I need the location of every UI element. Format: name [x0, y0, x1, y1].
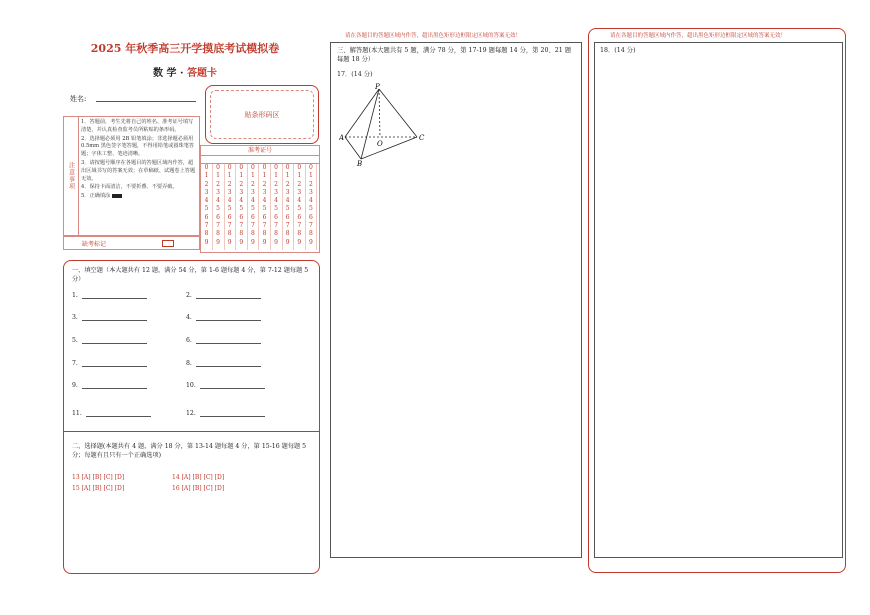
exam-id-digit-column[interactable]	[224, 164, 236, 250]
digit-bubble[interactable]: 1	[239, 172, 244, 180]
blank-number: 8.	[186, 360, 192, 367]
digit-bubble[interactable]: 9	[216, 238, 220, 246]
digit-bubble[interactable]: 7	[239, 222, 244, 230]
digit-bubble[interactable]: 5	[262, 205, 267, 213]
blank-2[interactable]	[186, 292, 261, 299]
blank-number: 11.	[72, 410, 82, 417]
blank-number: 12.	[186, 410, 196, 417]
question-18-label: 18．(14 分)	[600, 47, 636, 54]
mcq-row-13[interactable]	[72, 474, 124, 481]
digit-bubble[interactable]: 1	[285, 172, 290, 180]
digit-bubble[interactable]: 9	[297, 238, 302, 246]
digit-bubble[interactable]: 8	[250, 230, 255, 238]
digit-bubble[interactable]: 7	[204, 222, 209, 230]
digit-bubble[interactable]: 5	[239, 205, 244, 213]
answer-area-18[interactable]	[594, 42, 843, 558]
digit-bubble[interactable]: 2	[262, 180, 267, 188]
digit-bubble[interactable]: 0	[204, 164, 209, 171]
digit-bubble[interactable]: 8	[204, 230, 209, 238]
digit-bubble[interactable]: 2	[216, 180, 220, 188]
digit-bubble[interactable]: 0	[216, 164, 220, 171]
barcode-label: 贴条形码区	[210, 90, 314, 139]
digit-bubble[interactable]: 9	[262, 238, 267, 246]
label-c: C	[419, 134, 425, 142]
card-label: 答题卡	[186, 68, 217, 79]
mcq-options[interactable]: [A] [B] [C] [D]	[181, 485, 225, 492]
digit-bubble[interactable]: 7	[250, 222, 255, 230]
digit-bubble[interactable]: 3	[297, 188, 302, 196]
blank-4[interactable]	[186, 314, 261, 321]
digit-bubble[interactable]: 8	[239, 230, 244, 238]
digit-bubble[interactable]: 6	[227, 213, 232, 221]
digit-bubble[interactable]: 5	[250, 205, 255, 213]
exam-id-digit-column[interactable]	[247, 164, 259, 250]
mcq-options[interactable]: [A] [B] [C] [D]	[81, 474, 125, 481]
digit-bubble[interactable]: 4	[204, 197, 209, 205]
page-title: 2025 年秋季高三开学摸底考试模拟卷	[90, 42, 280, 55]
exam-id-digit-column[interactable]	[271, 164, 283, 250]
blank-9[interactable]	[72, 382, 147, 389]
exam-id-digit-column[interactable]	[201, 164, 213, 250]
absent-mark-row	[63, 236, 200, 250]
mcq-number: 15	[72, 485, 80, 492]
digit-bubble[interactable]: 1	[297, 172, 302, 180]
digit-bubble[interactable]: 7	[216, 222, 220, 230]
digit-bubble[interactable]: 2	[227, 180, 232, 188]
digit-bubble[interactable]: 5	[204, 205, 209, 213]
digit-bubble[interactable]: 3	[285, 188, 290, 196]
digit-bubble[interactable]: 8	[308, 230, 313, 238]
section3-heading: 三、解答题(本大题共有 5 题，满分 78 分，第 17-19 题每题 14 分，第 20、21 题每题 18 分）	[337, 47, 572, 63]
digit-bubble[interactable]: 5	[308, 205, 313, 213]
blank-number: 1.	[72, 292, 78, 299]
notice-item: 4．保持卡面清洁，不要折叠、不要弄破。	[81, 184, 178, 191]
digit-bubble[interactable]: 4	[227, 197, 232, 205]
digit-bubble[interactable]: 9	[308, 238, 313, 246]
digit-bubble[interactable]: 6	[274, 213, 278, 221]
exam-id-digit-column[interactable]	[305, 164, 317, 250]
name-field[interactable]	[96, 101, 196, 102]
absent-checkbox[interactable]	[162, 240, 174, 247]
digit-bubble[interactable]: 4	[216, 197, 220, 205]
digit-bubble[interactable]: 9	[204, 238, 209, 246]
digit-bubble[interactable]: 2	[308, 180, 313, 188]
subject-label: 数 学	[153, 68, 177, 79]
digit-bubble[interactable]: 3	[227, 188, 232, 196]
digit-bubble[interactable]: 8	[285, 230, 290, 238]
notice-item: 1．答题前，考生先将自己的姓名、准考证号填写清楚，并认真检查监考员所粘贴的条形码。	[81, 119, 194, 133]
digit-bubble[interactable]: 7	[227, 222, 232, 230]
absent-label: 缺考标记	[82, 241, 107, 248]
question-17-label: 17．(14 分)	[337, 71, 373, 78]
digit-bubble[interactable]: 9	[285, 238, 290, 246]
digit-bubble[interactable]: 1	[227, 172, 232, 180]
digit-bubble[interactable]: 2	[285, 180, 290, 188]
mcq-options[interactable]: [A] [B] [C] [D]	[181, 474, 225, 481]
label-b: B	[357, 160, 363, 167]
digit-bubble[interactable]: 9	[274, 238, 278, 246]
digit-bubble[interactable]: 6	[297, 213, 302, 221]
digit-bubble[interactable]: 0	[274, 164, 278, 171]
blank-number: 9.	[72, 382, 78, 389]
boundary-warning: 请在各题目的答题区域内作答，超出黑色矩形边框限定区域的答案无效！	[610, 33, 787, 39]
mcq-number: 13	[72, 474, 80, 481]
mcq-number: 14	[172, 474, 180, 481]
blank-6[interactable]	[186, 337, 261, 344]
mcq-options[interactable]: [A] [B] [C] [D]	[81, 485, 125, 492]
digit-bubble[interactable]: 0	[239, 164, 244, 171]
section-divider	[64, 431, 319, 432]
barcode-area	[205, 85, 319, 144]
digit-bubble[interactable]: 6	[285, 213, 290, 221]
section1-heading: 一、填空题（本大题共有 12 题，满分 54 分，第 1-6 题每题 4 分，第 7-12 题每题 5 分）	[72, 267, 309, 283]
label-a: A	[339, 134, 345, 142]
blank-number: 4.	[186, 314, 192, 321]
blank-5[interactable]	[72, 337, 147, 344]
digit-bubble[interactable]: 0	[285, 164, 290, 171]
digit-bubble[interactable]: 1	[204, 172, 209, 180]
digit-bubble[interactable]: 1	[262, 172, 267, 180]
exam-id-digit-column[interactable]	[213, 164, 225, 250]
pyramid-figure	[339, 83, 429, 167]
blank-8[interactable]	[186, 360, 261, 367]
blank-12[interactable]	[186, 410, 265, 417]
notice-heading: 注意事项	[64, 117, 79, 235]
digit-bubble[interactable]: 2	[239, 180, 244, 188]
exam-id-grid	[200, 145, 320, 253]
boundary-warning: 请在各题目的答题区域内作答，超出黑色矩形边框限定区域的答案无效！	[345, 33, 522, 39]
digit-bubble[interactable]: 2	[204, 180, 209, 188]
digit-bubble[interactable]: 3	[274, 188, 278, 196]
digit-bubble[interactable]: 8	[262, 230, 267, 238]
digit-bubble[interactable]: 8	[216, 230, 220, 238]
notice-item: 5．正确填涂	[81, 193, 111, 200]
digit-bubble[interactable]: 1	[250, 172, 255, 180]
notice-item: 2．选择题必须用 2B 铅笔填涂；非选择题必须用 0.5mm 黑色签字笔答题，不得用铅笔或圆珠笔答题；字体工整、笔迹清晰。	[81, 135, 195, 158]
digit-bubble[interactable]: 6	[216, 213, 220, 221]
digit-bubble[interactable]: 0	[262, 164, 267, 171]
digit-bubble[interactable]: 5	[216, 205, 220, 213]
digit-bubble[interactable]: 6	[239, 213, 244, 221]
digit-bubble[interactable]: 1	[308, 172, 313, 180]
digit-bubble[interactable]: 2	[274, 180, 278, 188]
digit-bubble[interactable]: 0	[250, 164, 255, 171]
digit-bubble[interactable]: 0	[308, 164, 313, 171]
digit-bubble[interactable]: 4	[308, 197, 313, 205]
digit-bubble[interactable]: 3	[204, 188, 209, 196]
exam-id-label: 准考证号	[201, 146, 319, 156]
digit-bubble[interactable]: 3	[239, 188, 244, 196]
blank-number: 7.	[72, 360, 78, 367]
digit-bubble[interactable]: 7	[297, 222, 302, 230]
digit-bubble[interactable]: 5	[227, 205, 232, 213]
mcq-row-14[interactable]	[172, 474, 224, 481]
digit-bubble[interactable]: 6	[204, 213, 209, 221]
filled-sample-icon	[112, 194, 122, 198]
digit-bubble[interactable]: 5	[297, 205, 302, 213]
digit-bubble[interactable]: 3	[216, 188, 220, 196]
digit-bubble[interactable]: 8	[297, 230, 302, 238]
answer-area-17[interactable]	[330, 42, 582, 558]
digit-bubble[interactable]: 3	[262, 188, 267, 196]
digit-bubble[interactable]: 7	[262, 222, 267, 230]
exam-id-digit-column[interactable]	[259, 164, 271, 250]
digit-bubble[interactable]: 4	[274, 197, 278, 205]
exam-id-write-row[interactable]	[201, 156, 319, 164]
digit-bubble[interactable]: 7	[274, 222, 278, 230]
blank-number: 6.	[186, 337, 192, 344]
card-subtitle: 数 学 · 答题卡	[153, 68, 217, 79]
digit-bubble[interactable]: 3	[308, 188, 313, 196]
exam-id-digit-column[interactable]	[282, 164, 294, 250]
digit-bubble[interactable]: 7	[285, 222, 290, 230]
digit-bubble[interactable]: 0	[227, 164, 232, 171]
objective-section	[63, 260, 320, 574]
digit-bubble[interactable]: 4	[239, 197, 244, 205]
label-p: P	[375, 83, 380, 91]
digit-bubble[interactable]: 8	[227, 230, 232, 238]
digit-bubble[interactable]: 9	[239, 238, 244, 246]
digit-bubble[interactable]: 0	[297, 164, 302, 171]
exam-id-digit-column[interactable]	[236, 164, 248, 250]
digit-bubble[interactable]: 2	[250, 180, 255, 188]
exam-id-digit-column[interactable]	[294, 164, 306, 250]
digit-bubble[interactable]: 1	[274, 172, 278, 180]
digit-bubble[interactable]: 6	[308, 213, 313, 221]
mcq-number: 16	[172, 485, 180, 492]
digit-bubble[interactable]: 7	[308, 222, 313, 230]
blank-number: 5.	[72, 337, 78, 344]
blank-1[interactable]	[72, 292, 147, 299]
digit-bubble[interactable]: 4	[285, 197, 290, 205]
digit-bubble[interactable]: 8	[274, 230, 278, 238]
digit-bubble[interactable]: 5	[285, 205, 290, 213]
notice-item-fill	[81, 193, 197, 201]
name-label: 姓名:	[70, 95, 87, 103]
digit-bubble[interactable]: 1	[216, 172, 220, 180]
blank-number: 2.	[186, 292, 192, 299]
digit-bubble[interactable]: 3	[250, 188, 255, 196]
mcq-row-16[interactable]	[172, 485, 224, 492]
mcq-row-15[interactable]	[72, 485, 124, 492]
notice-item: 3．请按题号顺序在各题目的答题区域内作答，超出区域书写的答案无效；在草稿纸、试题卷上答题无效。	[81, 159, 196, 182]
blank-7[interactable]	[72, 360, 147, 367]
blank-11[interactable]	[72, 410, 151, 417]
digit-bubble[interactable]: 6	[262, 213, 267, 221]
digit-bubble[interactable]: 4	[250, 197, 255, 205]
blank-3[interactable]	[72, 314, 147, 321]
digit-bubble[interactable]: 9	[227, 238, 232, 246]
blank-number: 3.	[72, 314, 78, 321]
blank-number: 10.	[186, 382, 196, 389]
blank-10[interactable]	[186, 382, 265, 389]
digit-bubble[interactable]: 9	[250, 238, 255, 246]
digit-bubble[interactable]: 4	[262, 197, 267, 205]
digit-bubble[interactable]: 6	[250, 213, 255, 221]
digit-bubble[interactable]: 5	[274, 205, 278, 213]
section2-heading: 二、选择题(本题共有 4 题，满分 18 分，第 13-14 题每题 4 分，第 15-16 题每题 5 分；每题有且只有一个正确选项)	[72, 443, 307, 459]
digit-bubble[interactable]: 2	[297, 180, 302, 188]
notice-box	[63, 116, 200, 236]
digit-bubble[interactable]: 4	[297, 197, 302, 205]
label-o: O	[377, 140, 383, 148]
